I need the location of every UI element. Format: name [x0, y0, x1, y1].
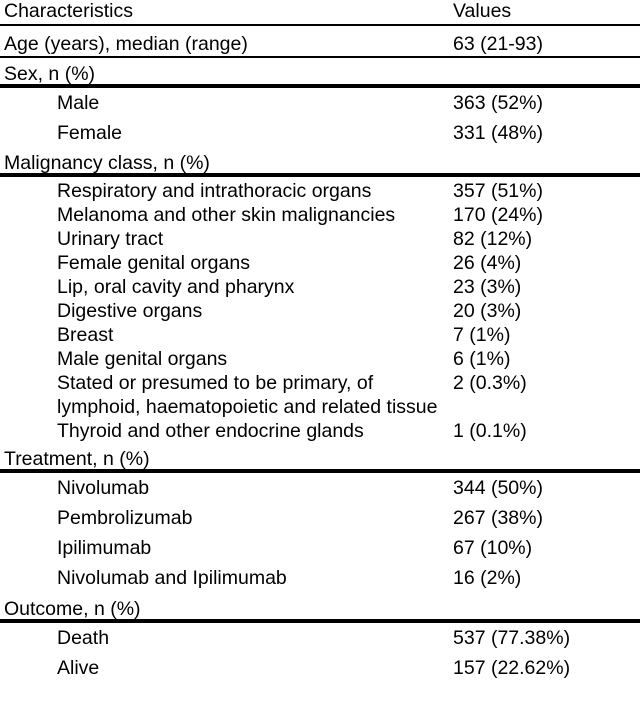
row-label: Digestive organs — [57, 300, 203, 322]
table-row — [0, 88, 640, 118]
row-label: Female genital organs — [57, 252, 250, 274]
section-header: Outcome, n (%) — [4, 598, 141, 620]
table-section — [0, 593, 640, 683]
section-items — [0, 88, 640, 148]
row-label: Death — [57, 627, 110, 649]
section-header: Sex, n (%) — [4, 63, 96, 85]
section-items — [0, 177, 640, 443]
row-label: Age (years), median (range) — [4, 33, 248, 55]
row-label: Nivolumab — [57, 477, 150, 499]
table-row — [0, 275, 640, 299]
row-label: Female — [57, 122, 123, 144]
table-row — [0, 227, 640, 251]
table-row — [0, 623, 640, 653]
row-label: Urinary tract — [57, 228, 164, 250]
row-label: Male — [57, 92, 100, 114]
row-value: 16 (2%) — [453, 567, 522, 589]
table-header-row — [0, 0, 640, 26]
row-value: 63 (21-93) — [453, 33, 543, 55]
row-value: 331 (48%) — [453, 122, 543, 144]
row-label: Ipilimumab — [57, 537, 152, 559]
section-items — [0, 473, 640, 593]
column-header-values: Values — [453, 0, 512, 22]
section-header: Malignancy class, n (%) — [4, 152, 210, 174]
table-row — [0, 503, 640, 533]
row-label: Nivolumab and Ipilimumab — [57, 567, 287, 589]
row-value: 6 (1%) — [453, 348, 511, 370]
row-value: 157 (22.62%) — [453, 657, 571, 679]
table-section — [0, 443, 640, 593]
table-row — [0, 653, 640, 683]
table-row — [0, 203, 640, 227]
table-row — [0, 323, 640, 347]
row-value: 20 (3%) — [453, 300, 522, 322]
row-value: 82 (12%) — [453, 228, 533, 250]
table-row — [0, 563, 640, 593]
row-value: 357 (51%) — [453, 180, 543, 202]
row-value: 344 (50%) — [453, 477, 543, 499]
table-row — [0, 347, 640, 371]
row-value: 67 (10%) — [453, 537, 533, 559]
row-label: Thyroid and other endocrine glands — [57, 420, 364, 442]
table-row — [0, 26, 640, 58]
table-row — [0, 118, 640, 148]
table-section — [0, 148, 640, 443]
table-row — [0, 419, 640, 443]
section-items — [0, 623, 640, 683]
row-value: 26 (4%) — [453, 252, 522, 274]
table-row — [0, 371, 640, 419]
row-label: Male genital organs — [57, 348, 228, 370]
row-label: Pembrolizumab — [57, 507, 193, 529]
row-label: Respiratory and intrathoracic organs — [57, 180, 372, 202]
row-label: Alive — [57, 657, 100, 679]
row-label: Lip, oral cavity and pharynx — [57, 276, 295, 298]
table-body — [0, 26, 640, 683]
table-row — [0, 179, 640, 203]
row-value: 267 (38%) — [453, 507, 543, 529]
table-section — [0, 58, 640, 148]
row-label: Melanoma and other skin malignancies — [57, 204, 396, 226]
row-value: 2 (0.3%) — [453, 372, 527, 394]
row-value: 23 (3%) — [453, 276, 522, 298]
row-value: 1 (0.1%) — [453, 420, 527, 442]
table-row — [0, 299, 640, 323]
row-value: 170 (24%) — [453, 204, 543, 226]
row-value: 537 (77.38%) — [453, 627, 571, 649]
column-header-characteristics: Characteristics — [4, 0, 133, 22]
row-label: Breast — [57, 324, 114, 346]
section-header: Treatment, n (%) — [4, 448, 150, 470]
row-value: 363 (52%) — [453, 92, 543, 114]
table-row — [0, 533, 640, 563]
row-value: 7 (1%) — [453, 324, 511, 346]
row-label: Stated or presumed to be primary, of lymphoid, haematopoietic and related tissue — [57, 372, 438, 418]
table-row — [0, 473, 640, 503]
table-row — [0, 251, 640, 275]
